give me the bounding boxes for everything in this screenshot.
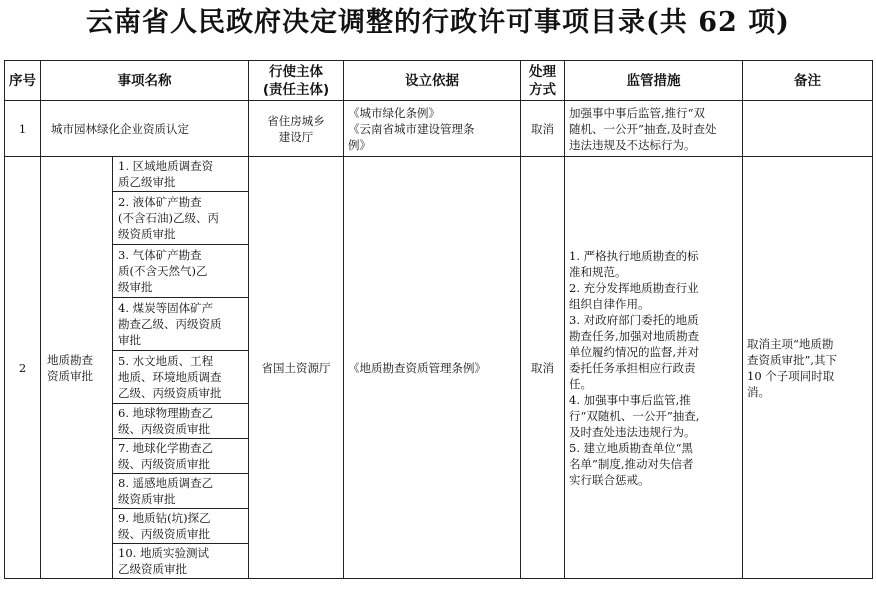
header-subject-line2: (责任主体) — [262, 81, 330, 98]
sub-item: 7. 地球化学勘查乙 级、丙级资质审批 — [113, 439, 249, 474]
row-basis: 《地质勘查资质管理条例》 — [344, 157, 521, 579]
row-remarks — [743, 101, 873, 157]
header-method-line2: 方式 — [529, 81, 556, 98]
header-remarks: 备注 — [743, 61, 873, 101]
sub-item: 8. 遥感地质调查乙 级资质审批 — [113, 474, 249, 509]
measures-line: 随机、一公开”抽查,及时查处 — [569, 121, 717, 136]
sub-item: 9. 地质钻(坑)探乙 级、丙级资质审批 — [113, 509, 249, 544]
name-line: 资质审批 — [47, 368, 93, 383]
table-row — [5, 157, 873, 192]
row-subject — [249, 101, 344, 157]
row-subject: 省国土资源厅 — [249, 157, 344, 579]
sub-item: 4. 煤炭等固体矿产 勘查乙级、丙级资质 审批 — [113, 298, 249, 351]
sub-item: 5. 水文地质、工程 地质、环境地质调查 乙级、丙级资质审批 — [113, 351, 249, 404]
measures-line: 加强事中事后监管,推行“双 — [569, 105, 706, 120]
row-basis — [344, 101, 521, 157]
sub-item: 6. 地球物理勘查乙 级、丙级资质审批 — [113, 404, 249, 439]
row-no: 2 — [5, 157, 41, 579]
subject-line: 建设厅 — [278, 129, 314, 144]
measures-line: 违法违规及不达标行为。 — [569, 137, 696, 152]
row-method: 取消 — [521, 157, 565, 579]
header-basis: 设立依据 — [344, 61, 521, 101]
row-measures: 1. 严格执行地质勘查的标 准和规范。 2. 充分发挥地质勘查行业 组织自律作用。 3. 对政府部门委托的地质 勘查任务,加强对地质勘查 单位履约情况的监督,并对 委托任务承担相应行政责 任。 4. 加强事中事后监管,推 行“双随机、一公开”抽查, 及时查处违法违规行为。 5. 建立地质勘查单位“黑 名单”制度,推动对失信者 实行联合惩戒。 — [565, 157, 743, 579]
sub-item: 2. 液体矿产勘查 (不含石油)乙级、丙 级资质审批 — [113, 192, 249, 245]
header-method-line1: 处理 — [529, 63, 556, 80]
header-name: 事项名称 — [41, 61, 249, 101]
row-no: 1 — [5, 101, 41, 157]
header-no: 序号 — [5, 61, 41, 101]
sub-item: 10. 地质实验测试 乙级资质审批 — [113, 544, 249, 579]
row-measures — [565, 101, 743, 157]
permit-table — [4, 60, 873, 579]
table-row — [5, 101, 873, 157]
subject-line: 省住房城乡 — [267, 113, 325, 128]
basis-line: 例》 — [348, 137, 371, 152]
header-subject-line1: 行使主体 — [269, 63, 323, 80]
header-subject — [249, 61, 344, 101]
page-title: 云南省人民政府决定调整的行政许可事项目录(共 62 项) — [86, 7, 790, 38]
name-line: 地质勘查 — [47, 352, 93, 367]
header-method — [521, 61, 565, 101]
row-method: 取消 — [521, 101, 565, 157]
row-name: 城市园林绿化企业资质认定 — [41, 101, 249, 157]
basis-line: 《云南省城市建设管理条 — [348, 121, 475, 136]
row-remarks: 取消主项“地质勘 查资质审批”,其下 10 个子项同时取 消。 — [743, 157, 873, 579]
header-row — [5, 61, 873, 101]
sub-item: 3. 气体矿产勘查 质(不含天然气)乙 级审批 — [113, 245, 249, 298]
sub-item: 1. 区域地质调查资 质乙级审批 — [113, 157, 249, 192]
header-measures: 监管措施 — [565, 61, 743, 101]
row-name — [41, 157, 113, 579]
basis-line: 《城市绿化条例》 — [348, 105, 440, 120]
